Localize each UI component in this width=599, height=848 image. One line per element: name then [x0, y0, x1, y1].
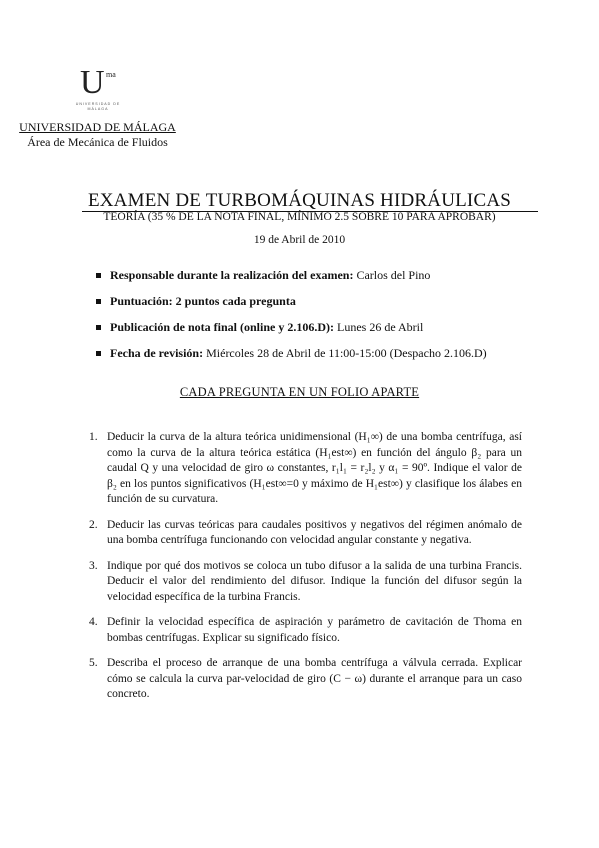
question-text: Describa el proceso de arranque de una bomba centrífuga a válvula cerrada. Explicar cómo se calcula la curva par-velocidad de giro (C − ω) durante el arranque para un caso concreto. — [107, 657, 522, 700]
info-item — [110, 268, 560, 283]
question-number: 2. — [89, 518, 98, 531]
question-item — [89, 615, 522, 646]
logo-caption: UNIVERSIDAD DE MÁLAGA — [75, 102, 121, 111]
question-item — [89, 518, 522, 549]
info-label: Puntuación: 2 puntos cada pregunta — [110, 294, 296, 308]
question-item — [89, 430, 522, 508]
bullet-square-icon — [96, 351, 101, 356]
institution-block — [15, 120, 180, 150]
exam-title: EXAMEN DE TURBOMÁQUINAS HIDRÁULICAS — [87, 190, 512, 211]
university-logo — [74, 66, 124, 116]
info-list — [110, 268, 560, 372]
question-item — [89, 559, 522, 606]
info-label: Publicación de nota final (online y 2.106.D): — [110, 320, 335, 334]
logo-mark: U — [80, 64, 105, 101]
info-label: Responsable durante la realización del examen: — [110, 268, 354, 282]
question-text: Deducir las curvas teóricas para caudales positivos y negativos del régimen anómalo de una bomba centrífuga funcionando con velocidad angular constante y negativa. — [107, 518, 522, 546]
question-text: Indique por qué dos motivos se coloca un tubo difusor a la salida de una turbina Francis. Deducir el valor del rendimiento del difusor. Indique la función del difusor según la velocidad específica de la turbina Francis. — [107, 559, 522, 603]
info-value: Lunes 26 de Abril — [334, 320, 424, 334]
question-text: Deducir la curva de la altura teórica unidimensional (H₁∞) de una bomba centrífuga, así como la curva de la altura teórica estática (H₁est∞) en función del ángulo β₂ para un caudal Q y una velocidad de giro ω constantes, r₁l₁ = r₂l₂ y α₁ = 90º. Indique el valor de β₂ en los puntos significativos (H₁est∞=0 y máximo de H₁est∞) y clasifique los álabes en función de su curvatura. — [107, 431, 522, 505]
instruction-heading: CADA PREGUNTA EN UN FOLIO APARTE — [179, 385, 420, 399]
info-item — [110, 320, 560, 335]
department-name: Área de Mecánica de Fluidos — [27, 135, 168, 149]
question-number: 1. — [89, 431, 98, 443]
question-number: 4. — [89, 616, 98, 628]
logo-superscript: ma — [106, 70, 116, 79]
exam-subtitle: TEORÍA (35 % DE LA NOTA FINAL, MÍNIMO 2.5 SOBRE 10 PARA APROBAR) — [103, 211, 496, 223]
question-item — [89, 656, 522, 703]
bullet-square-icon — [96, 325, 101, 330]
university-name: UNIVERSIDAD DE MÁLAGA — [19, 120, 176, 134]
question-number: 5. — [89, 657, 98, 669]
info-item — [110, 294, 560, 309]
info-value: Miércoles 28 de Abril de 11:00-15:00 (Despacho 2.106.D) — [203, 346, 487, 360]
question-text: Definir la velocidad específica de aspiración y parámetro de cavitación de Thoma en bombas centrífugas. Explicar su significado físico. — [107, 616, 522, 644]
bullet-square-icon — [96, 273, 101, 278]
info-label: Fecha de revisión: — [110, 346, 204, 360]
question-number: 3. — [89, 559, 98, 572]
exam-date: 19 de Abril de 2010 — [253, 234, 346, 246]
question-list — [89, 430, 522, 713]
info-value: Carlos del Pino — [353, 268, 431, 282]
bullet-square-icon — [96, 299, 101, 304]
info-item — [110, 346, 560, 361]
